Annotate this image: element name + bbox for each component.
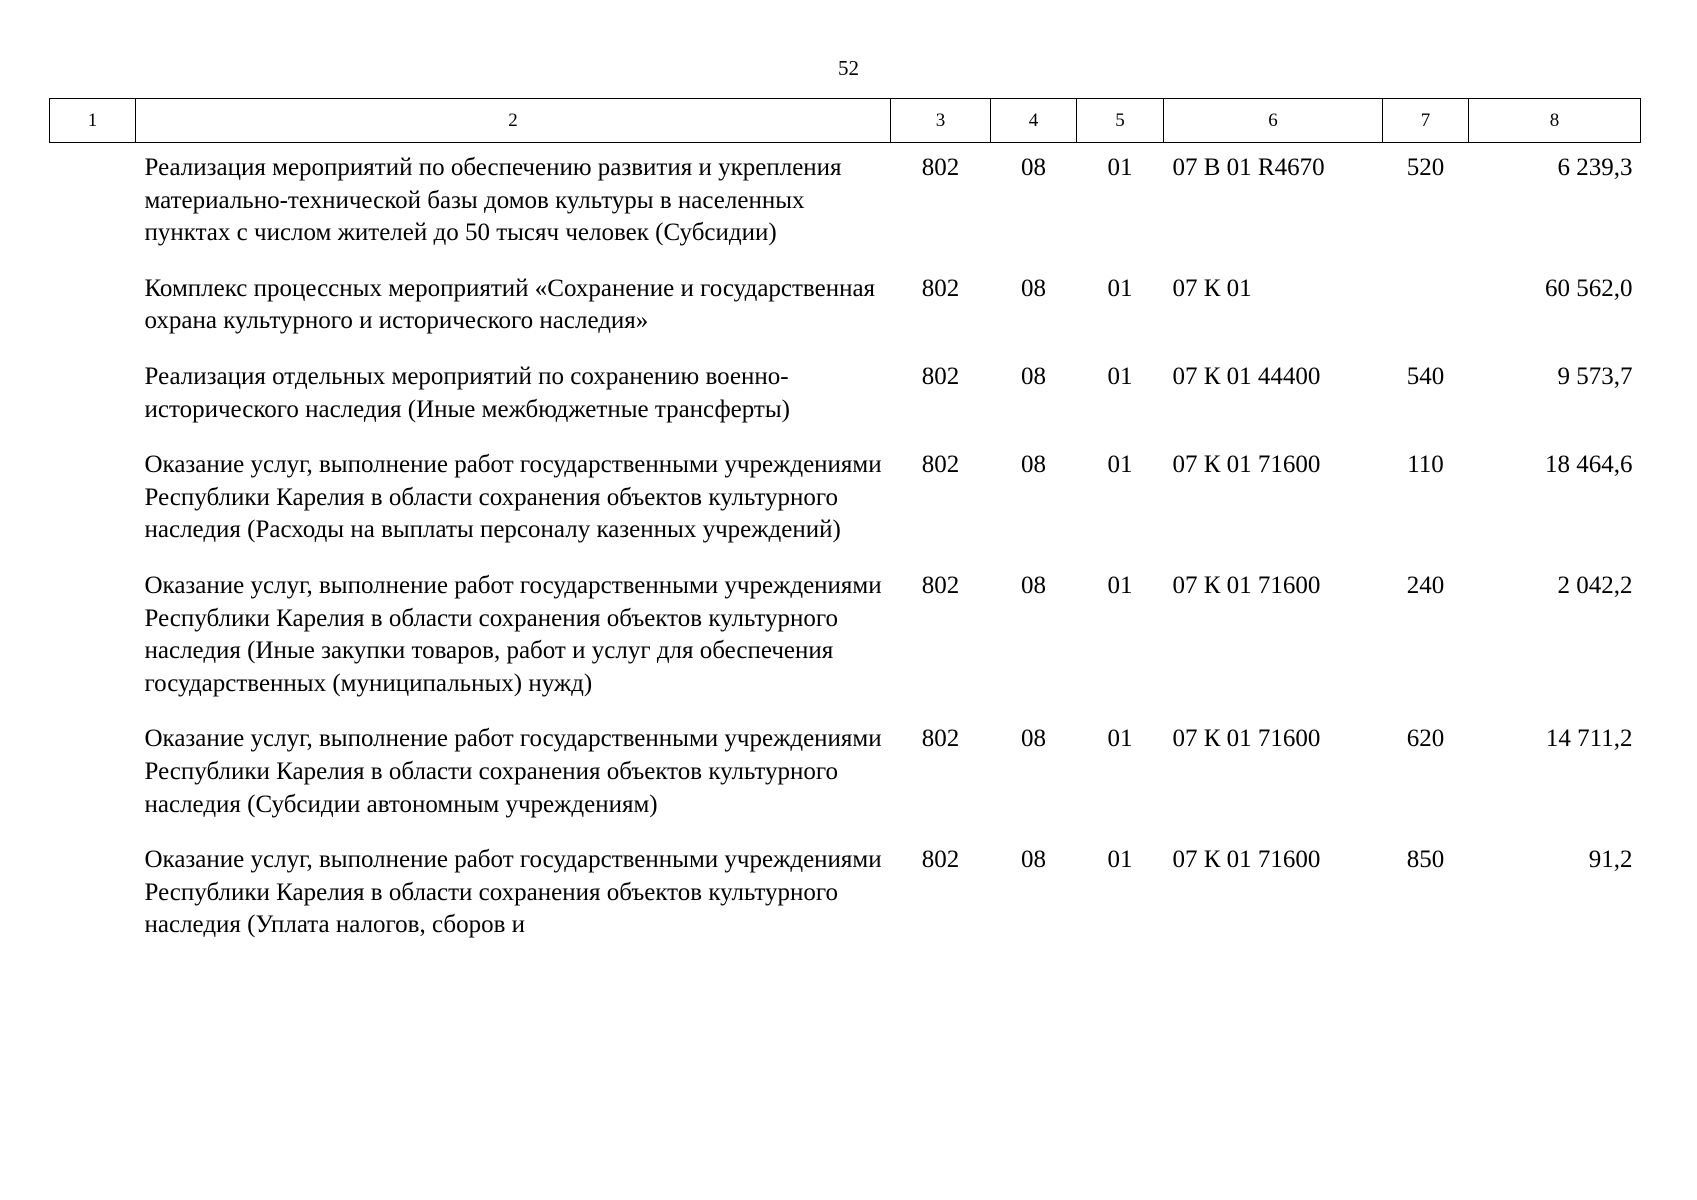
cell-col7: 850	[1406, 846, 1445, 874]
cell-col5: 01	[1107, 362, 1133, 390]
cell-col7: 520	[1406, 154, 1445, 181]
cell-col4: 08	[1021, 571, 1046, 599]
cell-col3: 802	[921, 154, 960, 181]
cell-col6: 07 В 01 R4670	[1172, 154, 1325, 181]
column-header-7: 7	[1383, 99, 1469, 143]
cell-col7: 240	[1406, 571, 1445, 599]
cell-col4: 08	[1021, 725, 1046, 753]
cell-amount: 14 711,2	[1545, 725, 1633, 753]
cell-name: Оказание услуг, выполнение работ государственными учреждениями Республики Карелия в области сохранения объектов культурного наследия (Иные закупки товаров, работ и услуг для обеспечения государственных (муниципальных) нужд)	[144, 571, 882, 697]
page-number: 52	[838, 56, 859, 80]
cell-col5: 01	[1107, 571, 1133, 599]
cell-amount: 6 239,3	[1557, 154, 1633, 181]
cell-col5: 01	[1107, 451, 1133, 479]
cell-amount: 91,2	[1588, 846, 1633, 874]
cell-col6: 07 К 01 71600	[1172, 846, 1321, 874]
cell-name: Реализация мероприятий по обеспечению развития и укрепления материально-технической базы домов культуры в населенных пунктах с числом жителей до 50 тысяч человек (Субсидии)	[144, 154, 842, 247]
cell-col4: 08	[1021, 362, 1046, 390]
column-header-8: 8	[1469, 99, 1641, 143]
cell-col7: 620	[1406, 725, 1445, 753]
column-header-2: 2	[136, 99, 891, 143]
table-header	[50, 99, 1641, 143]
cell-col4: 08	[1021, 846, 1046, 874]
cell-name: Реализация отдельных мероприятий по сохранению военно-исторического наследия (Иные межбюджетные трансферты)	[144, 362, 790, 423]
cell-col7: 540	[1406, 362, 1445, 390]
table-row	[50, 561, 1641, 714]
cell-col4: 08	[1021, 154, 1046, 181]
cell-col5: 01	[1107, 846, 1133, 874]
cell-col1	[50, 714, 136, 835]
cell-amount: 60 562,0	[1545, 274, 1633, 302]
cell-col3: 802	[921, 846, 960, 874]
cell-col3: 802	[921, 725, 960, 753]
cell-col5: 01	[1107, 725, 1133, 753]
table-row	[50, 714, 1641, 835]
header-row	[50, 99, 1641, 143]
cell-name: Оказание услуг, выполнение работ государственными учреждениями Республики Карелия в области сохранения объектов культурного наследия (Расходы на выплаты персоналу казенных учреждений)	[144, 451, 882, 544]
cell-col7	[1383, 264, 1469, 352]
cell-name: Оказание услуг, выполнение работ государственными учреждениями Республики Карелия в области сохранения объектов культурного наследия (Субсидии автономным учреждениям)	[144, 725, 882, 818]
cell-col1	[50, 352, 136, 440]
cell-col6: 07 К 01 71600	[1172, 451, 1321, 479]
cell-col1	[50, 440, 136, 561]
cell-amount: 2 042,2	[1557, 571, 1633, 599]
cell-col6: 07 К 01	[1172, 274, 1252, 302]
table-body	[50, 143, 1641, 956]
cell-col6: 07 К 01 44400	[1172, 362, 1321, 390]
cell-amount: 18 464,6	[1545, 451, 1633, 479]
cell-col1	[50, 561, 136, 714]
cell-col1	[50, 264, 136, 352]
cell-col3: 802	[921, 571, 960, 599]
cell-col3: 802	[921, 274, 960, 302]
budget-table	[49, 98, 1641, 956]
table-row	[50, 352, 1641, 440]
table-row	[50, 440, 1641, 561]
column-header-4: 4	[991, 99, 1077, 143]
cell-name: Оказание услуг, выполнение работ государственными учреждениями Республики Карелия в области сохранения объектов культурного наследия (Уплата налогов, сборов и	[144, 846, 882, 939]
cell-col4: 08	[1021, 274, 1046, 302]
cell-col3: 802	[921, 362, 960, 390]
column-header-3: 3	[891, 99, 991, 143]
table-row	[50, 264, 1641, 352]
cell-col6: 07 К 01 71600	[1172, 571, 1321, 599]
cell-col1	[50, 143, 136, 264]
cell-col3: 802	[921, 451, 960, 479]
cell-col4: 08	[1021, 451, 1046, 479]
column-header-6: 6	[1164, 99, 1383, 143]
cell-col7: 110	[1407, 451, 1444, 479]
column-header-5: 5	[1077, 99, 1164, 143]
cell-col5: 01	[1107, 154, 1133, 181]
table-row	[50, 143, 1641, 264]
cell-amount: 9 573,7	[1557, 362, 1633, 390]
cell-col6: 07 К 01 71600	[1172, 725, 1321, 753]
table-row	[50, 835, 1641, 956]
cell-col5: 01	[1107, 274, 1133, 302]
column-header-1: 1	[50, 99, 136, 143]
cell-name: Комплекс процессных мероприятий «Сохранение и государственная охрана культурного и исторического наследия»	[144, 274, 876, 335]
cell-col1	[50, 835, 136, 956]
